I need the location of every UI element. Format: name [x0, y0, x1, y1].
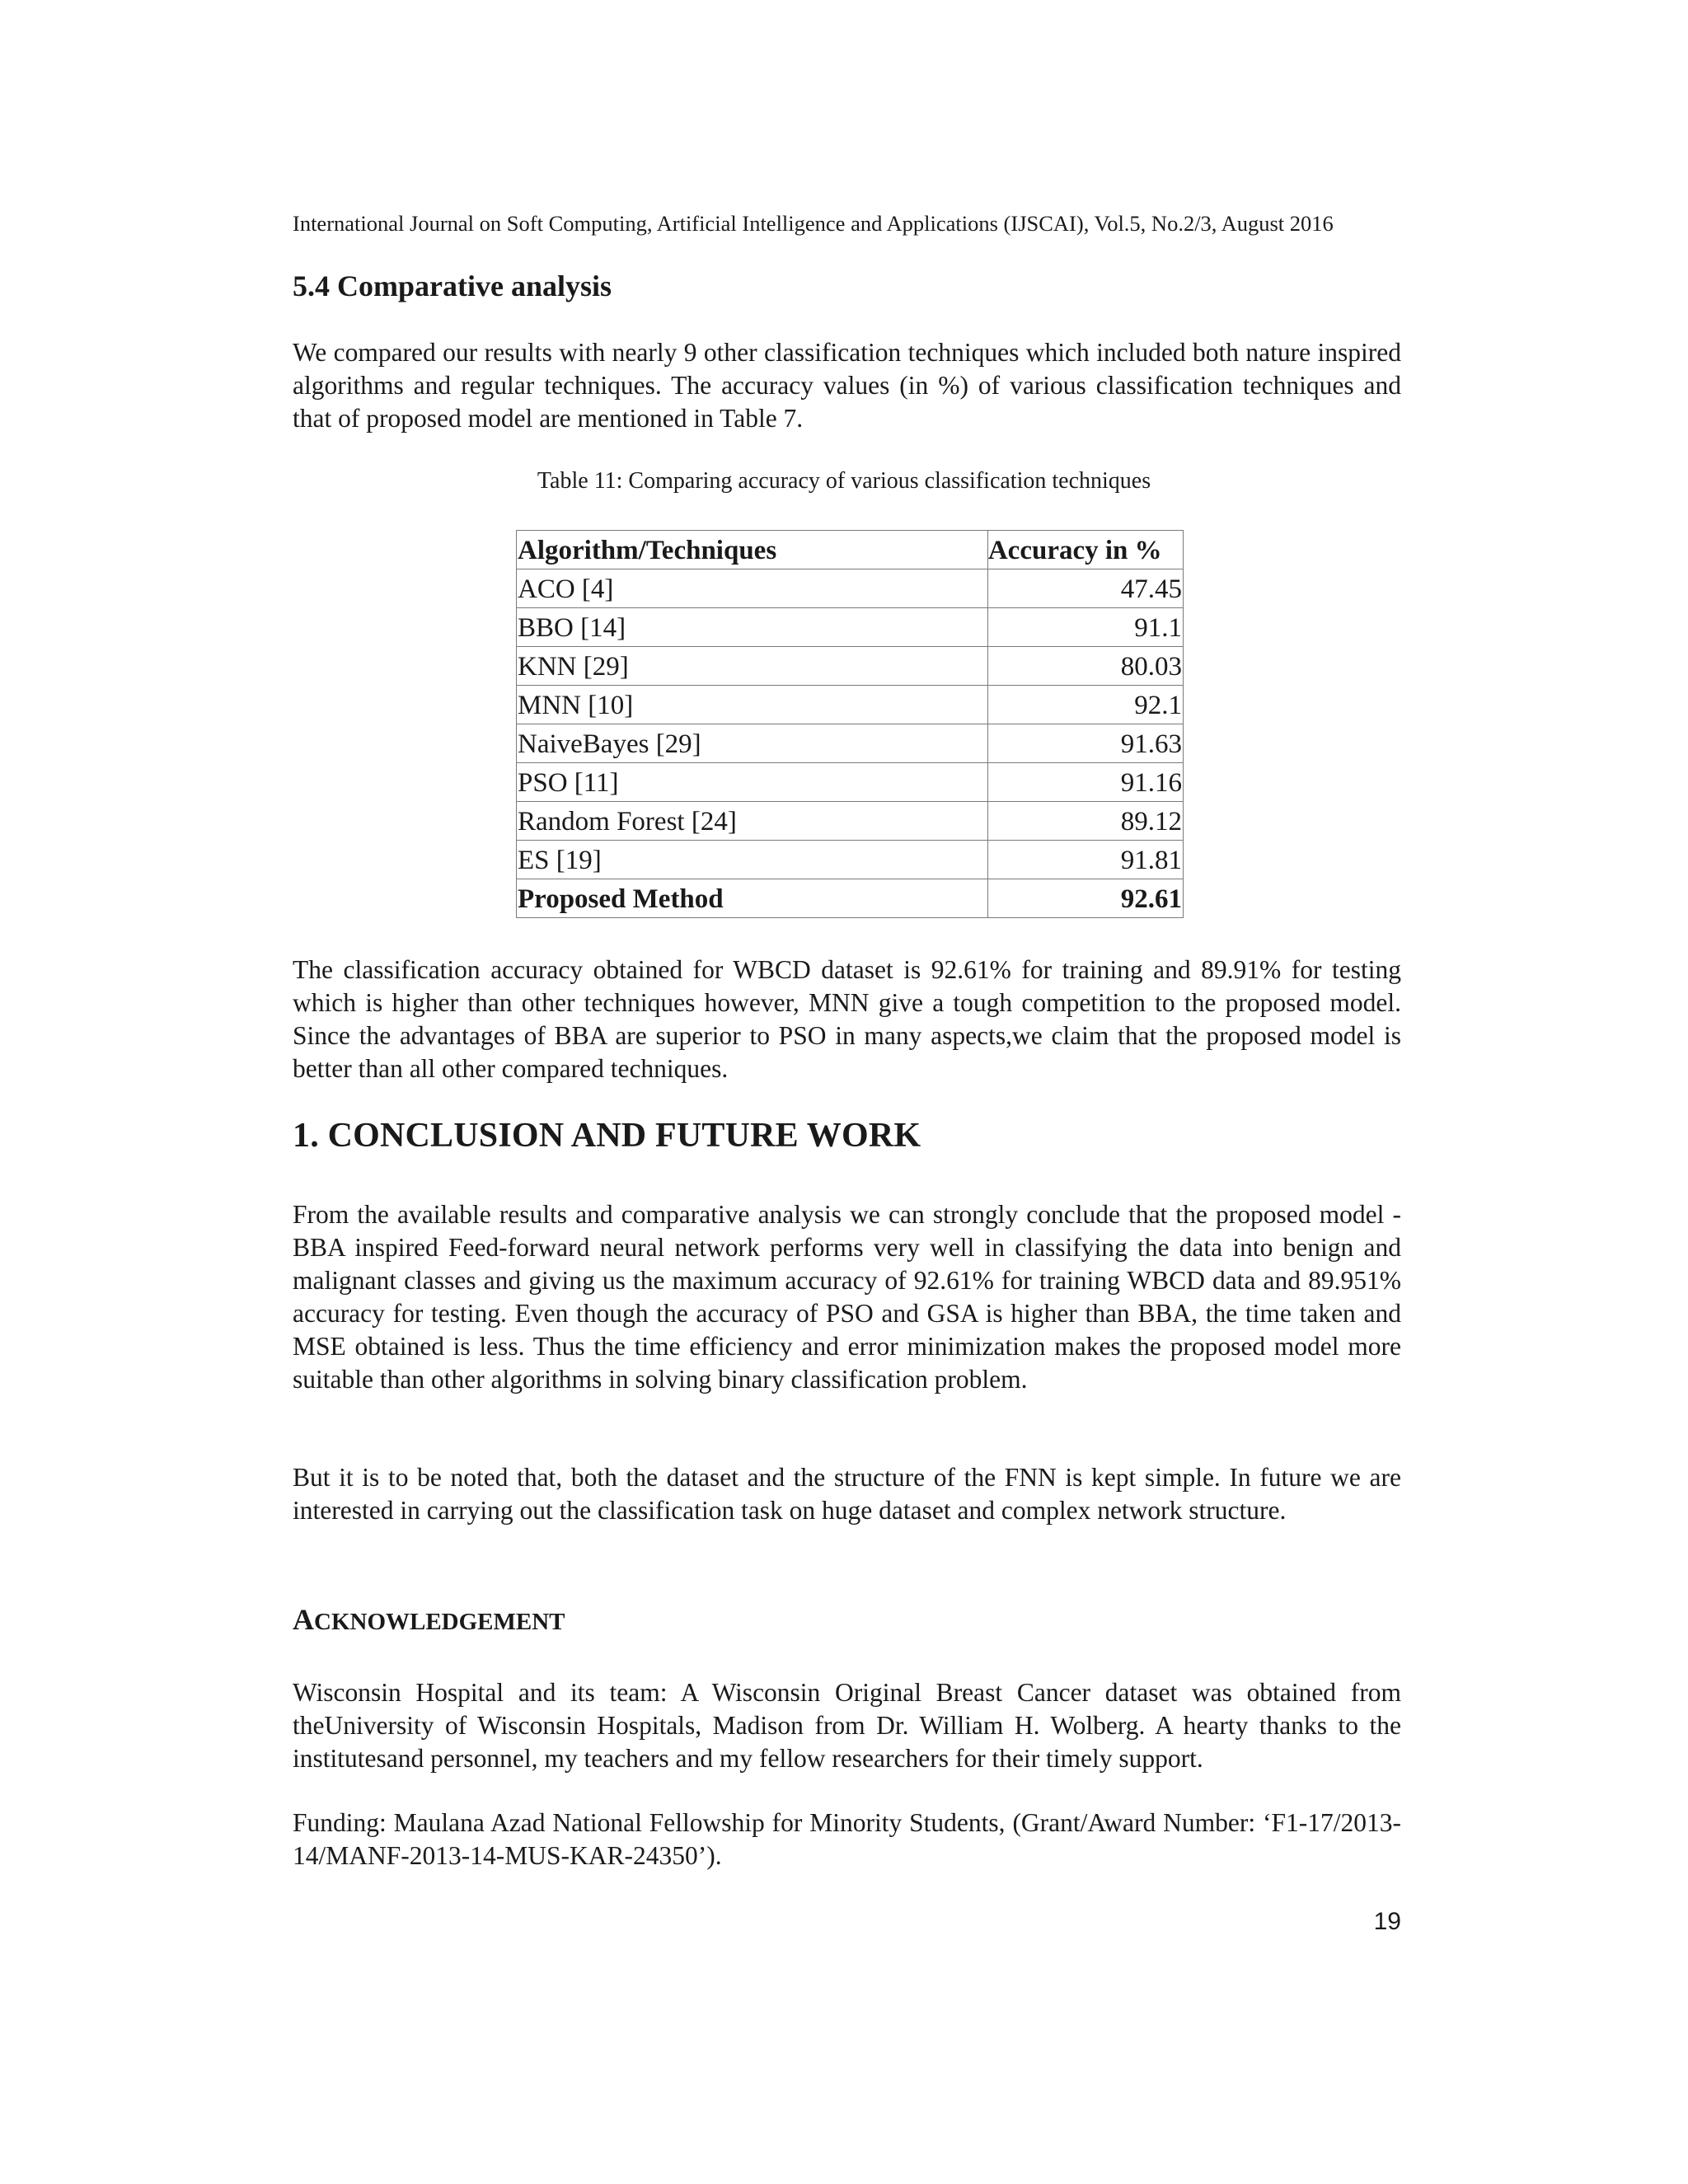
technique-cell: ES [19]	[517, 841, 988, 879]
accuracy-cell: 92.1	[987, 686, 1183, 724]
page-number: 19	[1373, 1908, 1401, 1935]
table-row	[517, 608, 1184, 647]
acknowledgement-heading-initial: A	[293, 1603, 314, 1636]
table-row	[517, 686, 1184, 724]
technique-cell: NaiveBayes [29]	[517, 724, 988, 763]
accuracy-cell: 80.03	[987, 647, 1183, 686]
table-row-proposed-method	[517, 879, 1184, 918]
accuracy-comparison-table	[516, 530, 1184, 918]
accuracy-cell: 91.63	[987, 724, 1183, 763]
table-row	[517, 569, 1184, 608]
conclusion-paragraph-1: From the available results and comparative analysis we can strongly conclude that the proposed model - BBA inspired Feed-forward neural network performs very well in classifying the data into benign and malignant classes and giving us the maximum accuracy of 92.61% for training WBCD data and 89.951% accuracy for testing. Even though the accuracy of PSO and GSA is higher than BBA, the time taken and MSE obtained is less. Thus the time efficiency and error minimization makes the proposed model more suitable than other algorithms in solving binary classification problem.	[293, 1200, 1401, 1394]
technique-cell: Proposed Method	[517, 879, 988, 918]
running-header: International Journal on Soft Computing, Artificial Intelligence and Applications (IJSCAI), Vol.5, No.2/3, August 2016	[293, 211, 1334, 236]
table-row	[517, 802, 1184, 841]
section-heading-conclusion: 1. CONCLUSION AND FUTURE WORK	[293, 1117, 921, 1155]
accuracy-cell: 92.61	[987, 879, 1183, 918]
technique-cell: PSO [11]	[517, 763, 988, 802]
conclusion-paragraph-2: But it is to be noted that, both the dataset and the structure of the FNN is kept simple. In future we are interested in carrying out the classification task on huge dataset and complex network structure.	[293, 1463, 1401, 1525]
accuracy-cell: 89.12	[987, 802, 1183, 841]
technique-cell: ACO [4]	[517, 569, 988, 608]
technique-cell: Random Forest [24]	[517, 802, 988, 841]
accuracy-cell: 47.45	[987, 569, 1183, 608]
table-caption	[0, 466, 1688, 496]
accuracy-cell: 91.81	[987, 841, 1183, 879]
section-heading-acknowledgement	[293, 1601, 565, 1644]
accuracy-cell: 91.1	[987, 608, 1183, 647]
table-row	[517, 763, 1184, 802]
analysis-paragraph: The classification accuracy obtained for WBCD dataset is 92.61% for training and 89.91% for testing which is higher than other techniques however, MNN give a tough competition to the proposed model. Since the advantages of BBA are superior to PSO in many aspects,we claim that the proposed model is better than all other compared techniques.	[293, 955, 1401, 1083]
acknowledgement-heading-rest: CKNOWLEDGEMENT	[314, 1609, 565, 1635]
table-row	[517, 647, 1184, 686]
technique-cell: BBO [14]	[517, 608, 988, 647]
column-header-accuracy: Accuracy in %	[987, 531, 1183, 569]
acknowledgement-paragraph: Wisconsin Hospital and its team: A Wisconsin Original Breast Cancer dataset was obtained from theUniversity of Wisconsin Hospitals, Madison from Dr. William H. Wolberg. A hearty thanks to the institutesand personnel, my teachers and my fellow researchers for their timely support.	[293, 1678, 1401, 1773]
technique-cell: MNN [10]	[517, 686, 988, 724]
comparative-intro-paragraph: We compared our results with nearly 9 other classification techniques which included both nature inspired algorithms and regular techniques. The accuracy values (in %) of various classification techniques and that of proposed model are mentioned in Table 7.	[293, 338, 1401, 433]
table-header-row	[517, 531, 1184, 569]
technique-cell: KNN [29]	[517, 647, 988, 686]
table-row	[517, 841, 1184, 879]
table-row	[517, 724, 1184, 763]
section-heading-comparative-analysis: 5.4 Comparative analysis	[293, 269, 612, 302]
table-caption-text: Table 11: Comparing accuracy of various classification techniques	[537, 468, 1151, 494]
column-header-technique: Algorithm/Techniques	[517, 531, 988, 569]
funding-paragraph: Funding: Maulana Azad National Fellowship for Minority Students, (Grant/Award Number: ‘F1-17/2013-14/MANF-2013-14-MUS-KAR-24350’).	[293, 1808, 1401, 1870]
accuracy-cell: 91.16	[987, 763, 1183, 802]
